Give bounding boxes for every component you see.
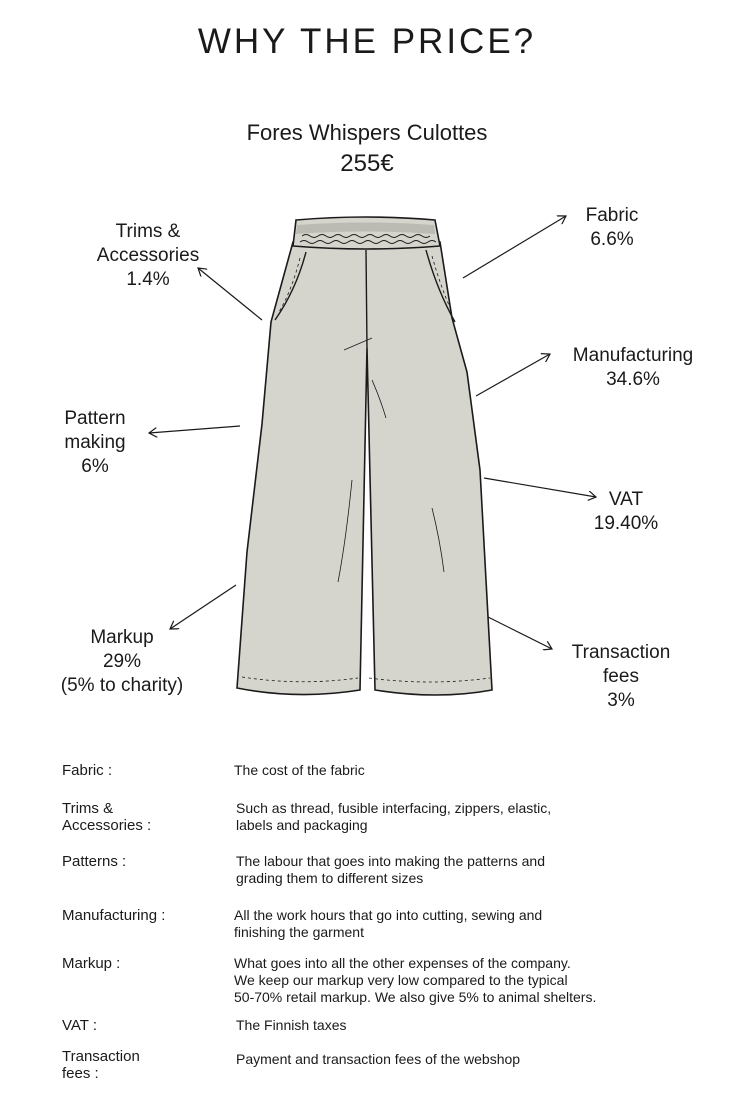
percent-markup: 29% [102,651,142,672]
percent-trims-accessories: 1.4% [126,269,170,290]
definition-term-manufacturing: Manufacturing : [62,907,166,924]
label-manufacturing: Manufacturing 34.6% [554,344,712,392]
culottes-illustration [237,217,492,695]
label-transaction-fees: Transaction fees 3% [556,641,686,713]
percent-transaction-fees: 3% [607,690,635,711]
label-pattern-making: Pattern making 6% [40,407,150,479]
definition-term-transaction-fees: Transaction fees : [62,1048,140,1082]
definition-text-transaction-fees: Payment and transaction fees of the webshop [236,1051,521,1067]
arrow-transaction [488,617,552,649]
definition-term-markup: Markup : [62,955,121,972]
percent-manufacturing: 34.6% [606,369,660,390]
label-vat: VAT 19.40% [576,488,676,536]
percent-fabric: 6.6% [590,229,634,250]
percent-vat: 19.40% [593,513,659,534]
label-trims-accessories: Trims & Accessories 1.4% [70,220,226,292]
definition-text-fabric: The cost of the fabric [234,762,365,778]
page-title: WHY THE PRICE? [197,22,537,61]
arrow-fabric [463,216,566,278]
culottes-body [237,242,492,695]
arrow-pattern [149,426,240,433]
definition-text-trims: Such as thread, fusible interfacing, zippers, elastic, labels and packaging [236,800,552,833]
label-fabric: Fabric 6.6% [560,204,664,252]
definition-text-vat: The Finnish taxes [236,1017,347,1033]
arrow-manufacturing [476,354,550,396]
product-name: Fores Whispers Culottes [246,120,488,145]
definition-term-fabric: Fabric : [62,762,113,779]
waistband [293,217,440,249]
definition-term-vat: VAT : [62,1017,98,1034]
arrow-markup [170,585,236,629]
definition-text-patterns: The labour that goes into making the patterns and grading them to different sizes [236,853,545,886]
label-markup: Markup 29% (5% to charity) [40,626,204,698]
product-price: 255€ [340,150,394,177]
definition-text-markup: What goes into all the other expenses of the company. We keep our markup very low compared to the typical 50-70% retail markup. We also give 5% to animal shelters. [234,955,597,1005]
percent-pattern-making: 6% [81,456,109,477]
markup-note: (5% to charity) [60,675,184,696]
definition-term-trims: Trims & Accessories : [62,800,152,834]
definition-text-manufacturing: All the work hours that go into cutting, sewing and finishing the garment [234,907,543,940]
definition-term-patterns: Patterns : [62,853,127,870]
